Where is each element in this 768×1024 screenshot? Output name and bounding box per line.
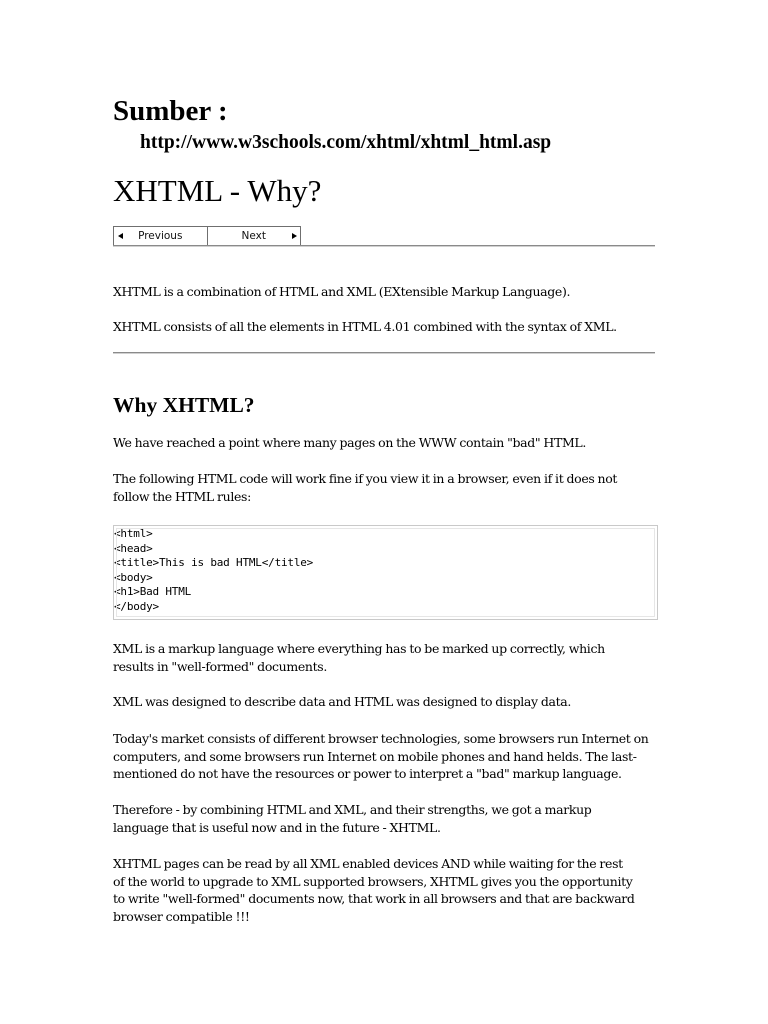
paragraph-xhtml-pages <box>113 855 658 925</box>
text-line: of the world to upgrade to XML supported browsers, XHTML gives you the opportunity <box>113 873 633 889</box>
arrow-left-icon <box>118 233 123 239</box>
code-line: <head> <box>114 541 153 555</box>
divider <box>113 245 655 247</box>
divider <box>113 352 655 354</box>
paragraph-xml-markup <box>113 640 658 675</box>
text-line: browser compatible !!! <box>113 908 250 924</box>
paragraph-therefore <box>113 801 658 836</box>
source-url: http://www.w3schools.com/xhtml/xhtml_html.asp <box>140 132 552 153</box>
paragraph-market <box>113 730 658 783</box>
code-example <box>113 525 658 620</box>
paragraph-xml-designed: XML was designed to describe data and HTML was designed to display data. <box>113 694 572 709</box>
previous-label: Previous <box>138 230 183 242</box>
paragraph-code-intro <box>113 470 658 505</box>
text-line: to write "well-formed" documents now, that work in all browsers and that are backward <box>113 891 635 906</box>
text-line: XHTML pages can be read by all XML enabled devices AND while waiting for the rest <box>113 856 623 871</box>
next-label: Next <box>241 230 266 242</box>
text-line: XML is a markup language where everything has to be marked up correctly, which <box>113 641 605 656</box>
prev-next-nav <box>113 226 301 245</box>
previous-button[interactable] <box>114 227 208 245</box>
text-line: Today's market consists of different browser technologies, some browsers run Internet on <box>113 731 649 746</box>
text-line: results in "well-formed" documents. <box>113 658 327 674</box>
intro-paragraph-2: XHTML consists of all the elements in HTML 4.01 combined with the syntax of XML. <box>113 319 617 334</box>
text-line: mentioned do not have the resources or power to interpret a "bad" markup language. <box>113 766 622 781</box>
page-title: XHTML - Why? <box>113 173 322 208</box>
code-line: <html> <box>114 527 153 540</box>
paragraph-bad-html: We have reached a point where many pages on the WWW contain "bad" HTML. <box>113 435 586 450</box>
text-line: language that is useful now and in the future - XHTML. <box>113 819 441 835</box>
text-line: follow the HTML rules: <box>113 488 251 504</box>
code-line: </body> <box>114 599 159 613</box>
intro-paragraph-1: XHTML is a combination of HTML and XML (EXtensible Markup Language). <box>113 284 571 299</box>
section-heading: Why XHTML? <box>113 393 255 417</box>
text-line: The following HTML code will work fine if you view it in a browser, even if it does not <box>113 471 618 486</box>
text-line: computers, and some browsers run Internet on mobile phones and hand helds. The last- <box>113 748 637 764</box>
source-heading: Sumber : <box>113 95 228 127</box>
code-line: <h1>Bad HTML <box>114 585 192 598</box>
arrow-right-icon <box>292 233 297 239</box>
code-line: <title>This is bad HTML</title> <box>114 556 314 569</box>
text-line: Therefore - by combining HTML and XML, and their strengths, we got a markup <box>113 802 592 817</box>
next-button[interactable] <box>208 227 301 245</box>
code-line: <body> <box>114 570 153 584</box>
